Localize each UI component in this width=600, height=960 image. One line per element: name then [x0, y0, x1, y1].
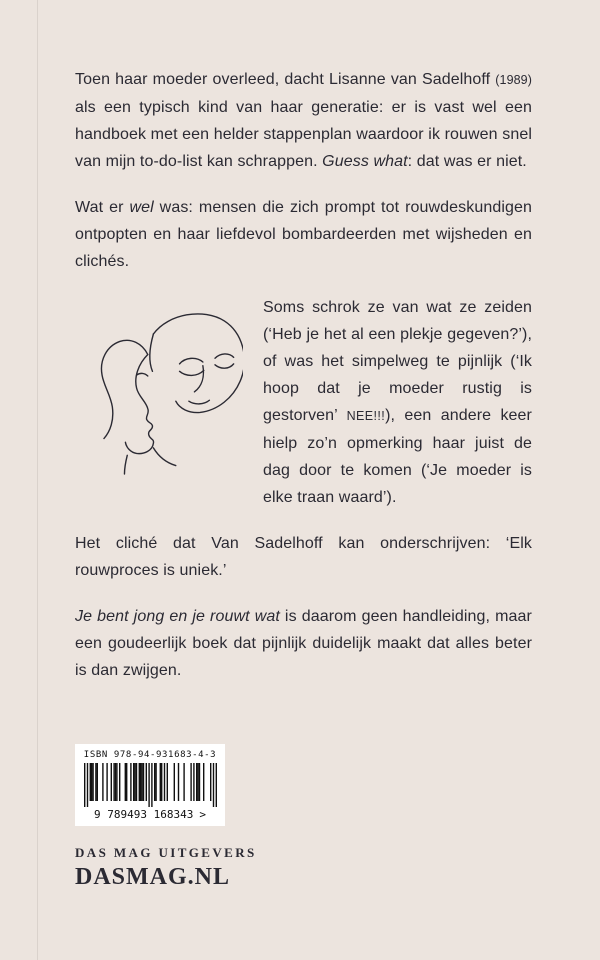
paragraph-5 [75, 603, 532, 684]
big-head-outline [153, 314, 243, 413]
profile-eye [137, 373, 148, 376]
text-run: Wat er [75, 199, 130, 216]
big-head-hairline [150, 334, 154, 371]
text-run: Guess what [322, 153, 408, 170]
profile-face-outline [125, 355, 153, 454]
illustration-row [75, 294, 532, 511]
text-run: Je bent jong en je rouwt wat [75, 608, 280, 625]
text-run: wel [129, 199, 154, 216]
text-run: is daarom geen handleiding, maar een goudeerlijk boek dat pijnlijk duidelijk maakt dat alles beter is dan zwijgen. [75, 608, 532, 679]
text-run: (1989) [495, 73, 532, 87]
text-run: Het cliché dat Van Sadelhoff kan onderschrijven: ‘Elk rouwproces is uniek.’ [75, 535, 532, 579]
big-face-nose [194, 366, 203, 392]
left-eyelid [180, 370, 204, 375]
text-run: : dat was er niet. [407, 153, 527, 170]
text-run: was: mensen die zich prompt tot rouwdeskundigen ontpopten en haar liefdevol bombardeerden met wijsheden en clichés. [75, 199, 532, 270]
paragraph-1 [75, 66, 532, 175]
text-run: ), een andere keer hielp zo’n opmerking haar juist de dag door te komen (‘Je moeder is elke traan waard’). [263, 407, 532, 506]
barcode-digits [75, 808, 225, 821]
text-run: Toen haar moeder overleed, dacht Lisanne van Sadelhoff [75, 71, 496, 88]
paragraph-2 [75, 194, 532, 275]
profile-head-back [101, 340, 147, 438]
spine-crease [37, 0, 38, 960]
publisher-site: DASMAG.NL [75, 864, 231, 890]
text-run: Soms schrok ze van wat ze zeiden (‘Heb je het al een plekje gegeven?’), of was het simpelweg te pijnlijk (‘Ik hoop dat je moeder rustig is gestorven’ [263, 299, 532, 424]
text-run: NEE!!! [346, 409, 386, 423]
right-eyelid [215, 364, 234, 368]
blurb-text [75, 66, 532, 703]
two-faces-line-drawing-svg [75, 304, 243, 476]
big-face-mouth [189, 400, 210, 404]
right-eyebrow [215, 354, 234, 358]
text-run: als een typisch kind van haar generatie: er is vast wel een handboek met een helder stappenplan waardoor ik rouwen snel van mijn to-do-list kan schrappen. [75, 99, 532, 170]
paragraph-4 [75, 530, 532, 584]
barcode [75, 744, 225, 826]
publisher-block [75, 845, 257, 891]
two-faces-illustration [75, 304, 243, 476]
barcode-number: 9 789493 168343 [94, 808, 194, 821]
barcode-arrow: > [199, 808, 206, 821]
isbn-label: ISBN 978-94-931683-4-3 [83, 750, 217, 760]
barcode-bars [84, 763, 217, 807]
publisher-imprint: DAS MAG UITGEVERS [75, 845, 257, 860]
paragraph-3 [263, 294, 532, 511]
neck-line [124, 455, 127, 474]
shoulder-line [153, 448, 175, 466]
left-eyebrow [180, 358, 203, 364]
